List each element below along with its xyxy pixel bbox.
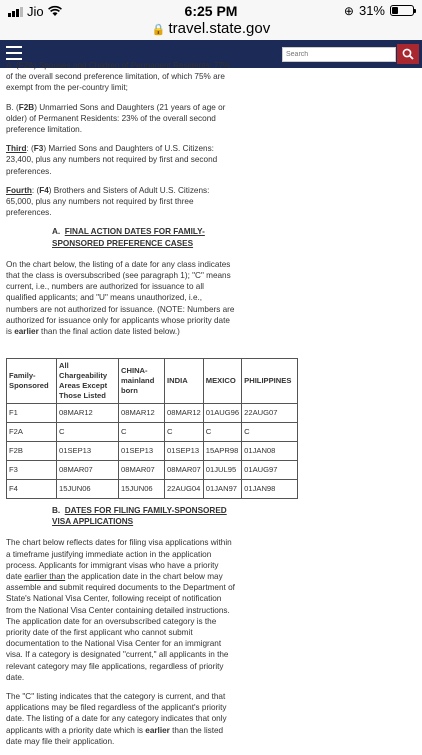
table-cell: 01SEP13 — [119, 442, 165, 461]
table-cell: 08MAR12 — [57, 404, 119, 423]
url-bar[interactable] — [0, 22, 422, 40]
table-cell: 08MAR07 — [57, 461, 119, 480]
table-cell: 01JAN08 — [242, 442, 298, 461]
table-cell: 01JAN97 — [203, 480, 241, 499]
table-cell: 01AUG96 — [203, 404, 241, 423]
table-cell: 01JUL95 — [203, 461, 241, 480]
search-input[interactable] — [282, 47, 396, 62]
table-row — [7, 461, 298, 480]
table-cell: F1 — [7, 404, 57, 423]
table-cell: F4 — [7, 480, 57, 499]
table-cell: 15APR98 — [203, 442, 241, 461]
filing-paragraph-1: The chart below reflects dates for filing visa applications within a timeframe justifying immediate action in the application process. Applicants for immigrant visas who have a priority date earlier than the application date in the chart below may assemble and submit required documents to the Department of State's National Visa Center, following receipt of notification from the National Visa Center containing detailed instructions. The application date for an oversubscribed category is the priority date of the first applicant who cannot submit documentation to the National Visa Center for an immigrant visa. If a category is designated "current," all applicants in the relevant category may file applications, regardless of priority date. — [6, 538, 235, 682]
table-cell: C — [57, 423, 119, 442]
table-cell: 08MAR07 — [119, 461, 165, 480]
table-cell: F2B — [7, 442, 57, 461]
battery-percent: 31% — [358, 3, 385, 18]
table-cell: C — [203, 423, 241, 442]
table-row — [7, 404, 298, 423]
table-header-cell: All Chargeability Areas Except Those Listed — [57, 359, 119, 404]
table-cell: C — [242, 423, 298, 442]
table-header-cell: MEXICO — [203, 359, 241, 404]
battery-icon — [390, 5, 414, 16]
table-header-cell: INDIA — [165, 359, 204, 404]
table-row — [7, 442, 298, 461]
table-header-row — [7, 359, 298, 404]
table-header-cell: Family-Sponsored — [7, 359, 57, 404]
f4-paragraph: Fourth: (F4) Brothers and Sisters of Adult U.S. Citizens: 65,000, plus any numbers not required by first three preferences. — [6, 185, 210, 218]
table-cell: 08MAR12 — [165, 404, 204, 423]
battery-area — [344, 3, 414, 18]
carrier-label: Jio — [27, 4, 44, 19]
article-body-lower — [6, 505, 236, 755]
article-body — [6, 60, 236, 345]
battery-fill — [392, 7, 398, 14]
search-button[interactable] — [397, 44, 419, 64]
table-cell: 01SEP13 — [57, 442, 119, 461]
table-row — [7, 423, 298, 442]
table-cell: C — [165, 423, 204, 442]
f2a-paragraph: A: (F2A) Spouses and Children of Permanent Residents: 77% of the overall second preference limitation, of which 75% are exempt from the per-country limit; — [6, 61, 231, 93]
table-cell: 01AUG97 — [242, 461, 298, 480]
section-b-heading: B. DATES FOR FILING FAMILY-SPONSORED VISA APPLICATIONS — [52, 506, 227, 527]
table-cell: C — [119, 423, 165, 442]
status-bar — [0, 0, 422, 22]
main-content — [0, 61, 422, 750]
url-domain: travel.state.gov — [168, 20, 271, 37]
filing-paragraph-2: The "C" listing indicates that the category is current, and that applications may be filed regardless of the applicant's priority date. The listing of a date for any category indicates that only applicants with a priority date which is earlier than the listed date may file their application. — [6, 692, 227, 746]
section-a-heading: A. FINAL ACTION DATES FOR FAMILY-SPONSORED PREFERENCE CASES — [52, 227, 205, 248]
f3-paragraph: Third: (F3) Married Sons and Daughters of U.S. Citizens: 23,400, plus any numbers not required by first and second preferences. — [6, 144, 218, 176]
table-cell: F3 — [7, 461, 57, 480]
orientation-lock-icon: ⊕ — [343, 3, 354, 18]
table-cell: 01JAN98 — [242, 480, 298, 499]
f2b-paragraph: B. (F2B) Unmarried Sons and Daughters (21 years of age or older) of Permanent Residents: 23% of the overall second preference limitation. — [6, 102, 226, 135]
chart-intro: On the chart below, the listing of a date for any class indicates that the class is oversubscribed (see paragraph 1); "C" means current, i.e., numbers are authorized for issuance to all qualified applicants; and "U" means unauthorized, i.e., numbers are not authorized for issuance. (NOTE: Numbers are authorized for issuance only for applicants whose priority date is earlier than the final action date listed below.) — [6, 259, 235, 337]
table-cell: 01SEP13 — [165, 442, 204, 461]
table-cell: 22AUG07 — [242, 404, 298, 423]
table-row — [7, 480, 298, 499]
table-cell: 08MAR12 — [119, 404, 165, 423]
table-header-cell: CHINA-mainland born — [119, 359, 165, 404]
table-cell: 08MAR07 — [165, 461, 204, 480]
table-cell: 15JUN06 — [119, 480, 165, 499]
search-icon — [402, 48, 414, 60]
table-cell: 22AUG04 — [165, 480, 204, 499]
lock-icon: 🔒 — [151, 24, 166, 36]
table-header-cell: PHILIPPINES — [242, 359, 298, 404]
menu-icon[interactable] — [6, 46, 22, 60]
final-action-dates-table — [6, 358, 298, 499]
table-cell: F2A — [7, 423, 57, 442]
clock: 6:25 PM — [184, 3, 238, 19]
table-cell: 15JUN06 — [57, 480, 119, 499]
